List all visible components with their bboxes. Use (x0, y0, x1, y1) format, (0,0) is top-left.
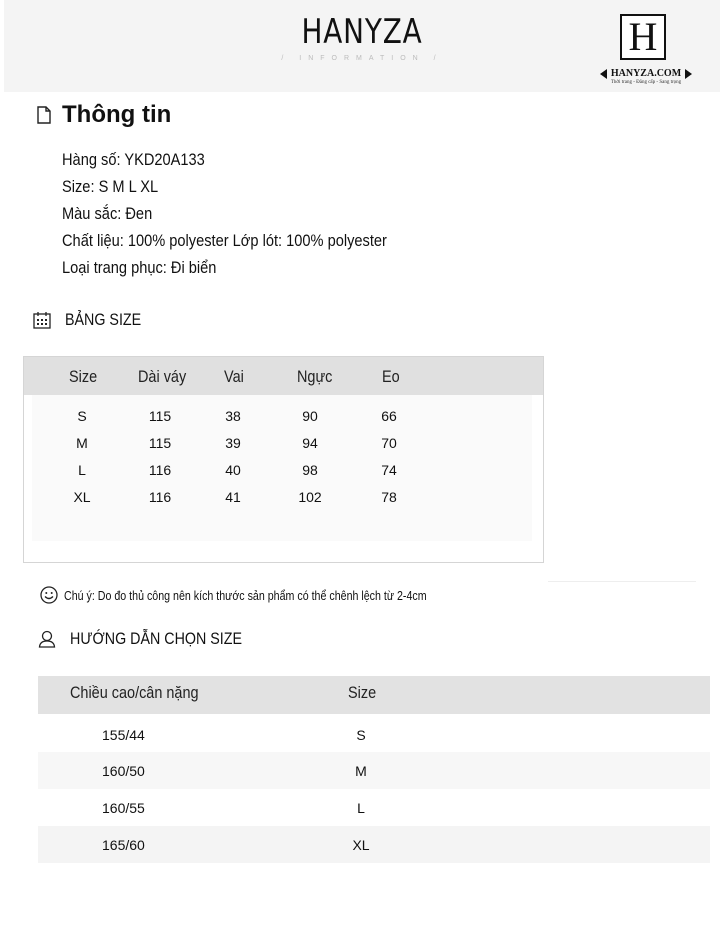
brand-subtitle: / INFORMATION / (281, 55, 443, 62)
bust-cell: 94 (302, 435, 318, 451)
height-weight-cell: 160/55 (102, 800, 145, 816)
info-title-text: Thông tin (62, 101, 172, 128)
height-weight-cell: 160/50 (102, 763, 145, 779)
size-guide-header (38, 676, 710, 714)
table-row (38, 826, 710, 863)
table-row (32, 489, 532, 516)
bust-cell: 90 (302, 408, 318, 424)
calendar-icon (33, 311, 51, 329)
size-cell: L (78, 462, 86, 478)
height-weight-cell: 155/44 (102, 727, 145, 743)
table-row (38, 789, 710, 826)
size-guide-title: HƯỚNG DẪN CHỌN SIZE (38, 629, 275, 649)
waist-cell: 66 (381, 408, 397, 424)
waist-cell: 70 (381, 435, 397, 451)
waist-cell: 78 (381, 489, 397, 505)
info-line: Hàng số: YKD20A133 (62, 150, 205, 169)
height-weight-cell: 165/60 (102, 837, 145, 853)
note-text: Chú ý: Do đo thủ công nên kích thước sản phẩm có thể chênh lệch từ 2-4cm (64, 587, 427, 603)
length-cell: 115 (148, 435, 172, 451)
size-cell: M (355, 763, 367, 779)
brand-title: HANYZA (301, 12, 423, 52)
info-line: Size: S M L XL (62, 177, 159, 196)
shoulder-cell: 39 (225, 435, 241, 451)
info-section-title (36, 101, 171, 129)
size-chart-header (24, 357, 543, 395)
table-row (38, 752, 710, 789)
length-cell: 115 (148, 408, 172, 424)
header-cell: Chiều cao/cân nặng (70, 683, 199, 702)
size-cell: S (77, 408, 87, 424)
length-cell: 116 (148, 489, 172, 505)
header-cell: Vai (224, 367, 244, 386)
table-row (38, 716, 710, 753)
size-chart-body (32, 395, 532, 541)
size-chart-title: BẢNG SIZE (33, 310, 156, 330)
logo-mark: H (620, 14, 666, 60)
table-row (32, 462, 532, 489)
info-list (62, 146, 387, 281)
shoulder-cell: 41 (225, 489, 241, 505)
measurement-note (40, 586, 506, 604)
logo-name: HANYZA.COM (610, 68, 682, 79)
size-guide-table (38, 676, 710, 864)
header-cell: Dài váy (138, 367, 187, 386)
table-row (32, 408, 532, 435)
person-icon (38, 630, 56, 648)
shoulder-cell: 38 (225, 408, 241, 424)
smiley-icon (40, 586, 58, 604)
size-cell: S (356, 727, 366, 743)
divider (548, 581, 696, 582)
header-cell: Size (69, 367, 98, 386)
size-chart-table (23, 356, 544, 563)
header-cell: Ngực (297, 367, 333, 386)
header-cell: Eo (382, 367, 400, 386)
header-cell: Size (348, 683, 377, 702)
info-line: Loại trang phục: Đi biển (62, 258, 217, 277)
shoulder-cell: 40 (225, 462, 241, 478)
table-row (32, 435, 532, 462)
waist-cell: 74 (381, 462, 397, 478)
length-cell: 116 (148, 462, 172, 478)
bust-cell: 98 (302, 462, 318, 478)
size-cell: L (357, 800, 365, 816)
bust-cell: 102 (298, 489, 322, 505)
size-cell: XL (73, 489, 91, 505)
size-cell: XL (352, 837, 370, 853)
logo-tagline: Thời trang - Đẳng cấp - Sang trọng (610, 80, 682, 85)
size-cell: M (76, 435, 88, 451)
logo-arrow-right-icon (685, 69, 692, 79)
info-line: Chất liệu: 100% polyester Lớp lót: 100% polyester (62, 231, 387, 250)
document-icon (36, 106, 52, 124)
info-line: Màu sắc: Đen (62, 204, 153, 223)
